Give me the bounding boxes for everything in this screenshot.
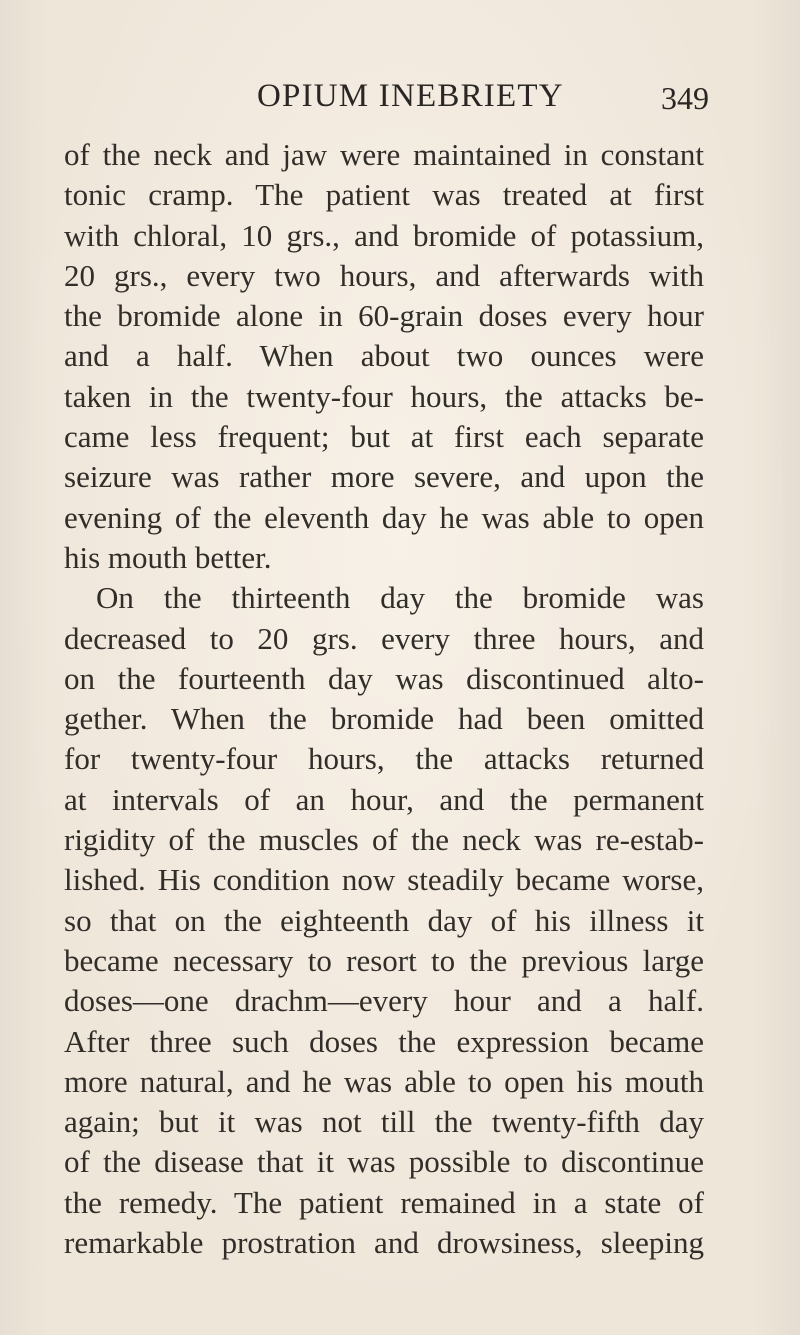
text-line: 20 grs., every two hours, and afterwards with [64,257,704,293]
text-line: the remedy. The patient remained in a state of [64,1184,704,1220]
text-line: for twenty-four hours, the attacks returned [64,741,704,777]
text-line: of the neck and jaw were maintained in constant [64,137,704,172]
text-line: tonic cramp. The patient was treated at first [64,177,704,213]
text-line: doses—one drachm—every hour and a half. [64,983,704,1019]
running-head [257,78,709,118]
page-number: 349 [661,80,709,116]
text-line: gether. When the bromide had been omitted [64,701,704,737]
text-line: on the fourteenth day was discontinued alto- [64,660,704,696]
paragraph-start-line: On the thirteenth day the bromide was [96,580,704,616]
text-line: and a half. When about two ounces were [64,338,704,374]
text-line: evening of the eleventh day he was able to open [64,499,704,535]
text-line: decreased to 20 grs. every three hours, and [64,620,704,656]
text-line: of the disease that it was possible to discontinue [64,1144,704,1180]
running-title: OPIUM INEBRIETY [257,78,564,114]
text-line: rigidity of the muscles of the neck was re-estab- [64,822,704,858]
text-line: the bromide alone in 60-grain doses every hour [64,298,704,334]
text-line: at intervals of an hour, and the permanent [64,781,704,817]
text-line: became necessary to resort to the previous large [64,942,704,978]
text-line: remarkable prostration and drowsiness, sleeping [64,1225,704,1261]
text-line: came less frequent; but at first each separate [64,419,704,455]
text-line: After three such doses the expression became [64,1023,704,1059]
text-line: with chloral, 10 grs., and bromide of potassium, [64,217,704,253]
paragraph-end-line: his mouth better. [64,539,272,575]
text-line: lished. His condition now steadily became worse, [64,862,704,898]
text-line: so that on the eighteenth day of his illness it [64,902,704,938]
text-line: again; but it was not till the twenty-fifth day [64,1104,704,1140]
body-text [64,135,704,1263]
text-line: seizure was rather more severe, and upon the [64,459,704,495]
text-line: taken in the twenty-four hours, the attacks be- [64,378,704,414]
text-line: more natural, and he was able to open his mouth [64,1063,704,1099]
